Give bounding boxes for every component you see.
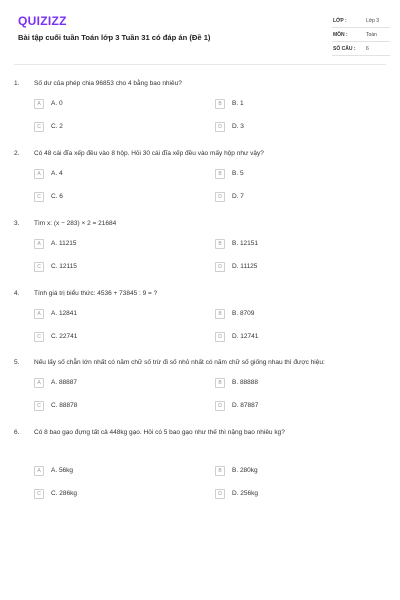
option-text: B. 8709 — [232, 310, 255, 317]
meta-row-subject — [332, 28, 390, 42]
option-letter-box: A — [34, 99, 44, 109]
option-letter-box: B — [215, 239, 225, 249]
option-letter-box: D — [215, 262, 225, 272]
meta-value: 6 — [366, 46, 369, 52]
meta-value: Toán — [366, 32, 377, 38]
worksheet-meta — [332, 14, 390, 56]
meta-label: LỚP : — [333, 18, 347, 24]
option-letter-box: B — [215, 378, 225, 388]
option-text: D. 12741 — [232, 333, 259, 340]
option-letter-box: B — [215, 309, 225, 319]
question-number: 5. — [14, 359, 20, 366]
option-text: A. 11215 — [51, 240, 77, 247]
worksheet-header — [0, 0, 400, 64]
option-text: B. 12151 — [232, 240, 259, 247]
meta-label: SỐ CÂU : — [333, 46, 356, 52]
option-text: B. 88888 — [232, 379, 259, 386]
option-letter-box: A — [34, 378, 44, 388]
question-text: Số dư của phép chia 96853 cho 4 bằng bao nhiêu? — [34, 80, 182, 87]
option-letter-box: D — [215, 401, 225, 411]
header-divider — [14, 64, 386, 65]
worksheet-title: Bài tập cuối tuần Toán lớp 3 Tuần 31 có đáp án (Đề 1) — [18, 33, 211, 42]
quizizz-logo: QUIZIZZ — [18, 14, 67, 28]
option-text: C. 22741 — [51, 333, 78, 340]
option-text: D. 7 — [232, 193, 244, 200]
option-text: A. 56kg — [51, 467, 74, 474]
option-letter-box: C — [34, 192, 44, 202]
question-text: Tính giá trị biểu thức: 4536 + 73845 : 9 = ? — [34, 290, 158, 297]
question-number: 1. — [14, 80, 20, 87]
question-number: 4. — [14, 290, 20, 297]
question-number: 6. — [14, 429, 20, 436]
option-text: C. 6 — [51, 193, 63, 200]
question-number: 3. — [14, 220, 20, 227]
option-text: B. 280kg — [232, 467, 258, 474]
option-text: A. 12841 — [51, 310, 78, 317]
option-letter-box: A — [34, 169, 44, 179]
option-letter-box: D — [215, 122, 225, 132]
option-letter-box: A — [34, 466, 44, 476]
option-text: C. 286kg — [51, 490, 78, 497]
option-letter-box: D — [215, 332, 225, 342]
option-letter-box: B — [215, 466, 225, 476]
option-letter-box: D — [215, 192, 225, 202]
option-text: B. 5 — [232, 170, 244, 177]
option-letter-box: C — [34, 122, 44, 132]
option-text: B. 1 — [232, 100, 244, 107]
option-text: C. 88878 — [51, 402, 78, 409]
meta-value: Lớp 3 — [366, 18, 380, 24]
option-letter-box: C — [34, 489, 44, 499]
meta-row-count — [332, 42, 390, 56]
option-text: C. 2 — [51, 123, 63, 130]
question-text: Có 48 cái đĩa xếp đều vào 8 hộp. Hỏi 30 cái đĩa xếp đều vào mấy hộp như vậy? — [34, 150, 264, 157]
option-letter-box: D — [215, 489, 225, 499]
option-letter-box: C — [34, 401, 44, 411]
question-text: Có 8 bao gạo đựng tất cả 448kg gạo. Hỏi có 5 bao gạo như thế thì nặng bao nhiêu kg? — [34, 429, 285, 436]
option-text: A. 0 — [51, 100, 63, 107]
option-letter-box: A — [34, 309, 44, 319]
option-letter-box: A — [34, 239, 44, 249]
meta-row-class — [332, 14, 390, 28]
option-text: D. 11125 — [232, 263, 258, 270]
option-letter-box: C — [34, 262, 44, 272]
option-text: A. 88887 — [51, 379, 78, 386]
option-text: C. 12115 — [51, 263, 77, 270]
option-text: D. 3 — [232, 123, 244, 130]
option-letter-box: C — [34, 332, 44, 342]
option-text: D. 87887 — [232, 402, 259, 409]
option-text: D. 256kg — [232, 490, 259, 497]
option-text: A. 4 — [51, 170, 63, 177]
option-letter-box: B — [215, 99, 225, 109]
question-text: Tìm x: (x − 283) × 2 = 21684 — [34, 220, 117, 227]
meta-label: MÔN : — [333, 32, 348, 38]
option-letter-box: B — [215, 169, 225, 179]
question-number: 2. — [14, 150, 20, 157]
question-text: Nếu lấy số chẵn lớn nhất có năm chữ số trừ đi số nhỏ nhất có năm chữ số giống nhau thì được hiệu: — [34, 359, 325, 366]
